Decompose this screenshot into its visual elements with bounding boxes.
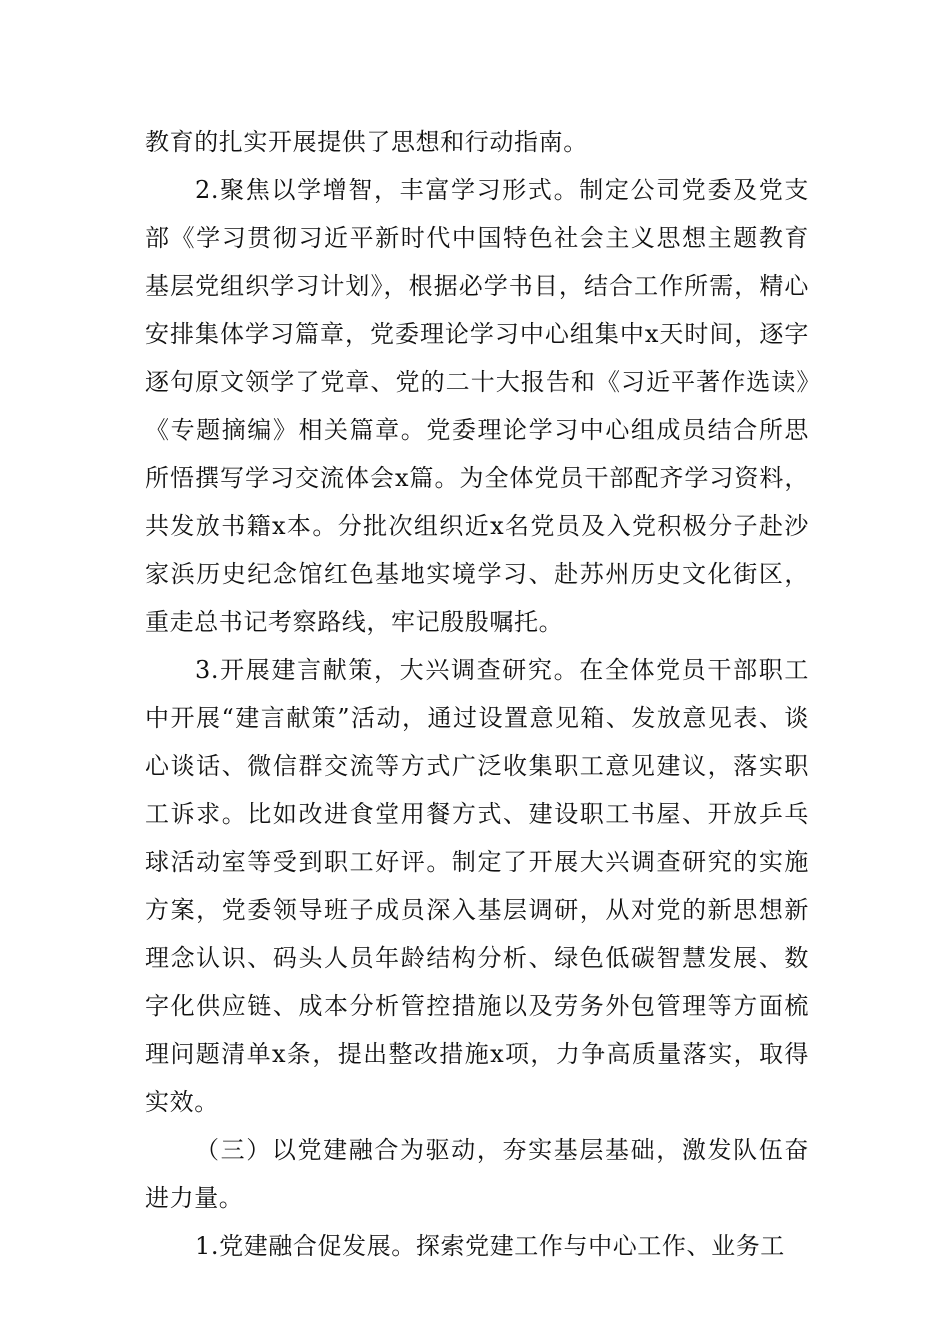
paragraph-item-1: 1.党建融合促发展。探索党建工作与中心工作、业务工 (195, 1232, 785, 1260)
paragraph-item-2: 2.聚焦以学增智，丰富学习形式。制定公司党委及党支部《学习贯彻习近平新时代中国特色社会主义思想主题教育基层党组织学习计划》，根据必学书目，结合工作所需，精心安排集体学习篇章，党委理论学习中心组集中x天时间，逐字逐句原文领学了党章、党的二十大报告和《习近平著作选读》《专题摘编》相关篇章。党委理论学习中心组成员结合所思所悟撰写学习交流体会x篇。为全体党员干部配齐学习资料，共发放书籍x本。分批次组织近x名党员及入党积极分子赴沙家浜历史纪念馆红色基地实境学习、赴苏州历史文化街区，重走总书记考察路线，牢记殷殷嘱托。 (145, 176, 809, 636)
paragraph-item-3: 3.开展建言献策，大兴调查研究。在全体党员干部职工中开展“建言献策”活动，通过设置意见箱、发放意见表、谈心谈话、微信群交流等方式广泛收集职工意见建议，落实职工诉求。比如改进食堂用餐方式、建设职工书屋、开放乒乓球活动室等受到职工好评。制定了开展大兴调查研究的实施方案，党委领导班子成员深入基层调研，从对党的新思想新理念认识、码头人员年龄结构分析、绿色低碳智慧发展、数字化供应链、成本分析管控措施以及劳务外包管理等方面梳理问题清单x条，提出整改措施x项，力争高质量落实，取得实效。 (145, 656, 809, 1116)
document-body (145, 118, 809, 1270)
section-heading-3: （三）以党建融合为驱动，夯实基层基础，激发队伍奋进力量。 (145, 1136, 809, 1212)
paragraph-continuation: 教育的扎实开展提供了思想和行动指南。 (145, 128, 588, 156)
